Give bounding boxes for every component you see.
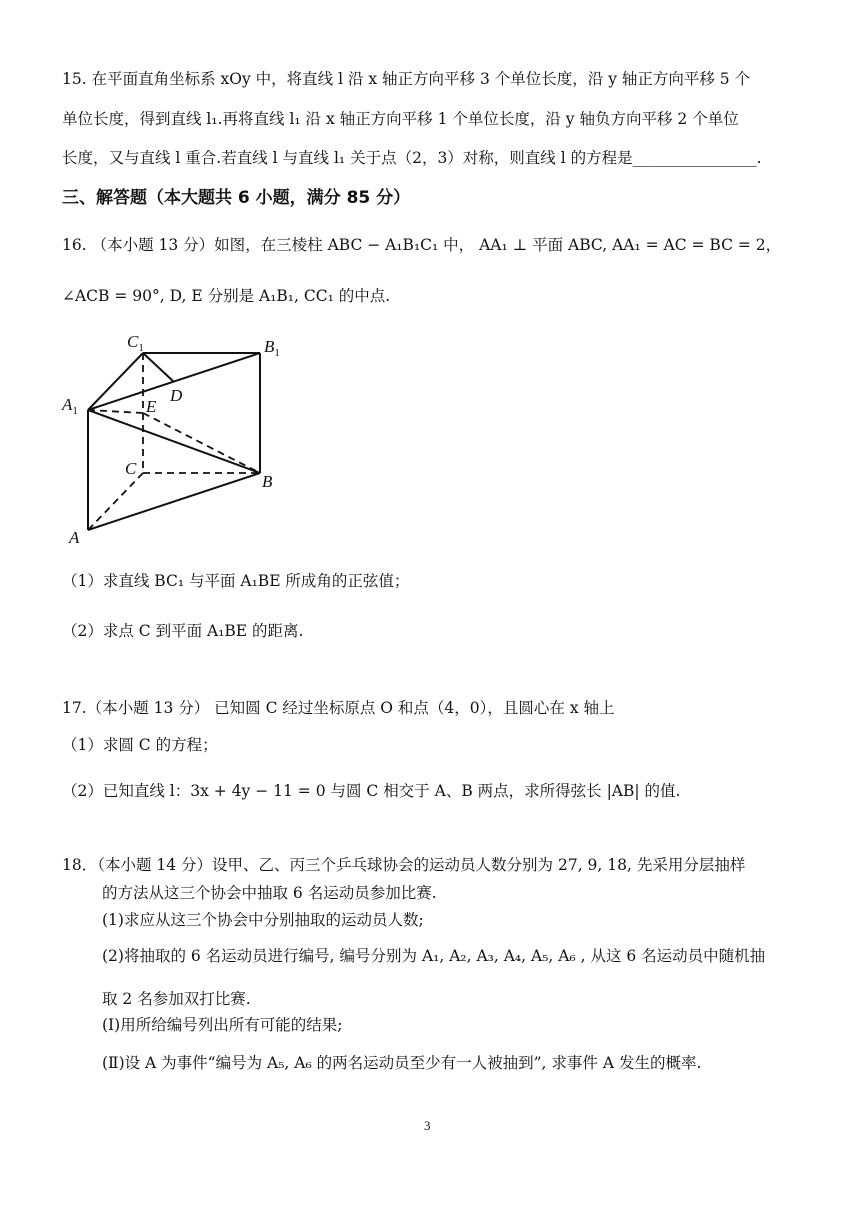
q16-part2: （2）求点 C 到平面 A₁BE 的距离. — [62, 622, 304, 640]
q17-line1: 17.（本小题 13 分） 已知圆 C 经过坐标原点 O 和点（4，0），且圆心在 x 轴上 — [62, 699, 615, 717]
edge-e-b — [143, 413, 260, 473]
q15-line2: 单位长度，得到直线 l₁.再将直线 l₁ 沿 x 轴正方向平移 1 个单位长度，沿 y 轴负方向平移 2 个单位 — [62, 110, 739, 128]
q18-sub1: (Ⅰ)用所给编号列出所有可能的结果; — [102, 1016, 343, 1034]
prism-figure — [55, 325, 295, 550]
q15-line3: 长度，又与直线 l 重合.若直线 l 与直线 l₁ 关于点（2，3）对称，则直线 l 的方程是________________. — [62, 149, 762, 167]
label-a: A — [69, 528, 80, 547]
label-e: E — [146, 397, 157, 416]
q18-part2a: (2)将抽取的 6 名运动员进行编号, 编号分别为 A₁, A₂, A₃, A₄, A₅, A₆ , 从这 6 名运动员中随机抽 — [102, 947, 766, 965]
edge-a1-b — [88, 410, 260, 473]
q16-line2: ∠ACB = 90°, D, E 分别是 A₁B₁, CC₁ 的中点. — [62, 287, 391, 305]
label-c1: $C_1$ — [127, 332, 144, 354]
page-number: 3 — [424, 1118, 431, 1133]
edge-c1-d — [143, 353, 174, 382]
q18-line2: 的方法从这三个协会中抽取 6 名运动员参加比赛. — [102, 884, 437, 902]
label-a1: $A_1$ — [62, 395, 78, 417]
q17-part2: （2）已知直线 l：3x + 4y − 11 = 0 与圆 C 相交于 A、B 两点，求所得弦长 |AB| 的值. — [62, 782, 681, 800]
q18-part2b: 取 2 名参加双打比赛. — [102, 990, 251, 1008]
label-c: C — [125, 459, 137, 478]
q18-part1: (1)求应从这三个协会中分别抽取的运动员人数; — [102, 911, 424, 929]
q15-line1: 15. 在平面直角坐标系 xOy 中，将直线 l 沿 x 轴正方向平移 3 个单位长度，沿 y 轴正方向平移 5 个 — [62, 70, 751, 88]
q18-line1: 18．（本小题 14 分）设甲、乙、丙三个乒乓球协会的运动员人数分别为 27, 9, 18, 先采用分层抽样 — [62, 856, 746, 874]
q18-sub2: (Ⅱ)设 A 为事件“编号为 A₅, A₆ 的两名运动员至少有一人被抽到”, 求事件 A 发生的概率. — [102, 1054, 702, 1072]
label-b: B — [262, 472, 273, 491]
q16-line1: 16. （本小题 13 分）如图，在三棱柱 ABC − A₁B₁C₁ 中， AA₁ ⊥ 平面 ABC, AA₁ = AC = BC = 2， — [62, 236, 782, 254]
edge-a-b — [88, 473, 260, 530]
section-heading: 三、解答题（本大题共 6 小题，满分 85 分） — [62, 188, 411, 208]
label-b1: $B_1$ — [264, 337, 280, 359]
q16-part1: （1）求直线 BC₁ 与平面 A₁BE 所成角的正弦值； — [62, 572, 410, 590]
q17-part1: （1）求圆 C 的方程； — [62, 736, 218, 754]
label-d: D — [170, 386, 183, 405]
